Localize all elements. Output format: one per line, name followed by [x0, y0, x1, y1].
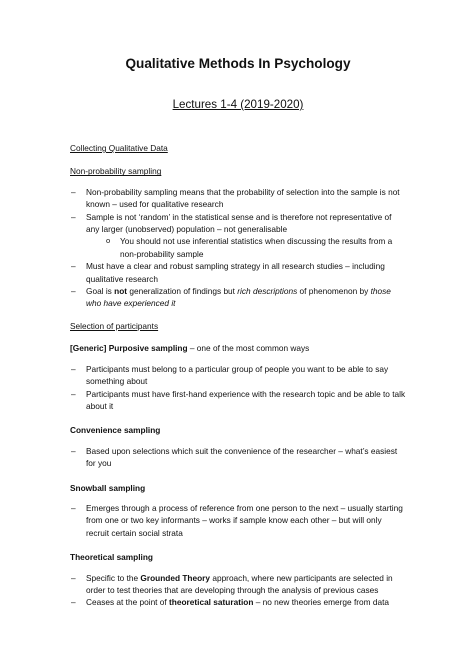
- purposive-list: [70, 363, 406, 413]
- list-item: – Must have a clear and robust sampling strategy in all research studies – including qualitative research: [70, 260, 406, 285]
- non-probability-list: [70, 186, 406, 310]
- document-subtitle: Lectures 1-4 (2019-2020): [172, 98, 304, 111]
- list-item: – Based upon selections which suit the convenience of the researcher – what’s easiest for you: [70, 445, 406, 470]
- list-item: – Participants must belong to a particular group of people you want to be able to say something about: [70, 363, 406, 388]
- theoretical-list: [70, 572, 406, 609]
- purposive-sampling-line: [Generic] Purposive sampling – one of the most common ways: [70, 343, 310, 354]
- list-item: – Non-probability sampling means that the probability of selection into the sample is not known – used for qualitative research: [70, 186, 406, 211]
- list-item: – Participants must have first-hand experience with the research topic and be able to talk about it: [70, 388, 406, 413]
- document-title: Qualitative Methods In Psychology: [125, 56, 351, 71]
- list-item: – Ceases at the point of theoretical saturation – no new theories emerge from data: [70, 596, 406, 608]
- convenience-heading: Convenience sampling: [70, 425, 161, 436]
- convenience-list: [70, 445, 406, 470]
- list-item: – Goal is not generalization of findings but rich descriptions of phenomenon by those who have experienced it: [70, 285, 406, 310]
- theoretical-heading: Theoretical sampling: [70, 552, 153, 563]
- sub-list: [86, 235, 406, 260]
- sub-list-item: o You should not use inferential statistics when discussing the results from a non-probability sample: [106, 235, 406, 260]
- list-item: – Specific to the Grounded Theory approach, where new participants are selected in order to test theories that are developing through the analysis of previous cases: [70, 572, 406, 597]
- list-item: – Sample is not ‘random’ in the statistical sense and is therefore not representative of any larger (unobserved) population – not generalisable o You should not use inferential statistics when discussing the results from a non-probability sample: [70, 211, 406, 261]
- subheading-non-probability: Non-probability sampling: [70, 166, 162, 177]
- snowball-heading: Snowball sampling: [70, 482, 146, 493]
- list-item: – Emerges through a process of reference from one person to the next – usually starting from one or two key informants – works if sample know each other – but will only recruit certain social strata: [70, 502, 406, 539]
- section-heading-collecting: Collecting Qualitative Data: [70, 143, 168, 153]
- snowball-list: [70, 502, 406, 539]
- subheading-selection: Selection of participants: [70, 320, 159, 331]
